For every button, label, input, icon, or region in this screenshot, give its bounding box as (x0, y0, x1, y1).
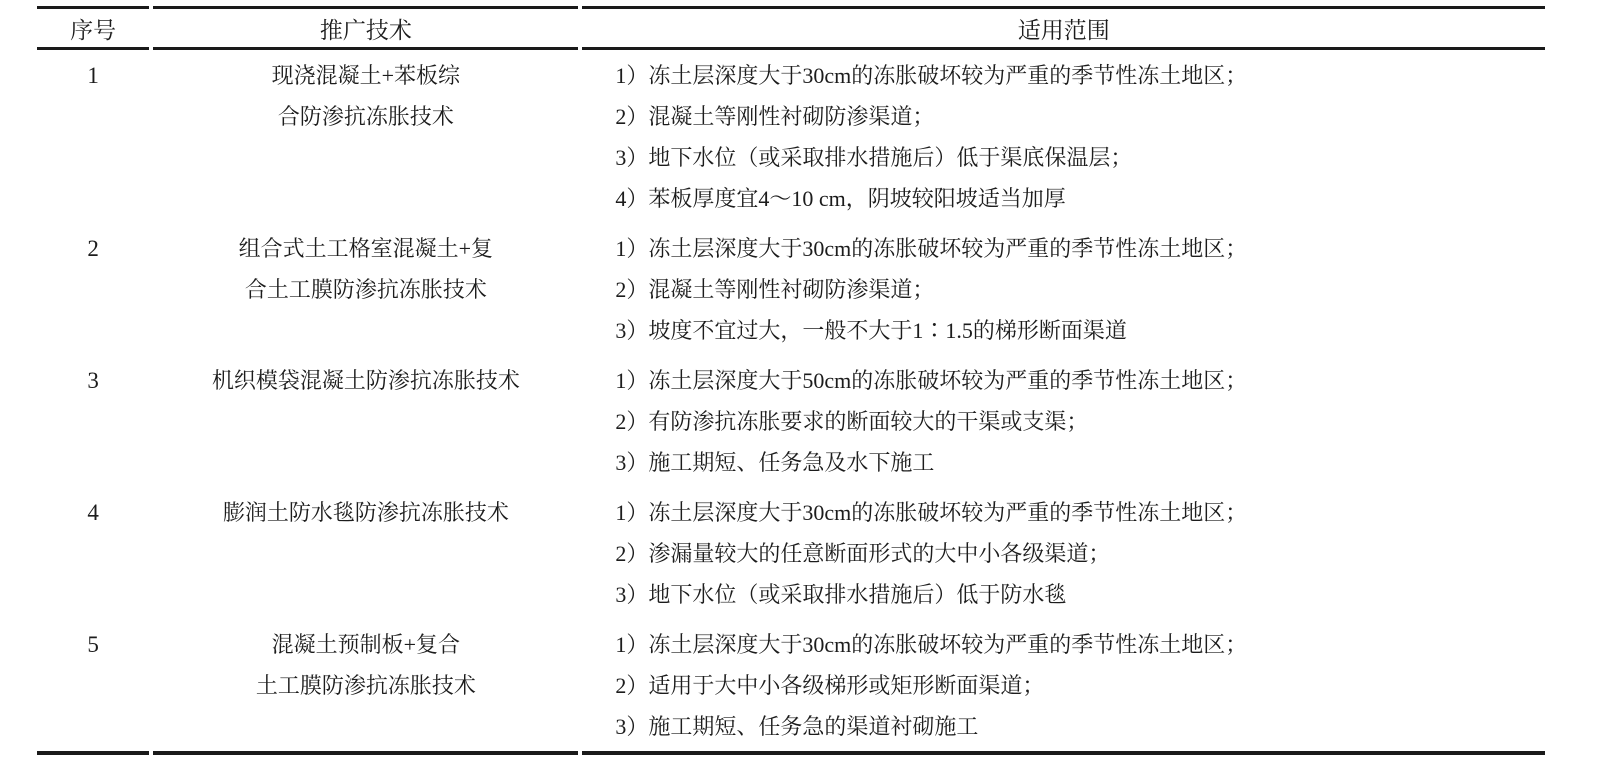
scope-item: 2）渗漏量较大的任意断面形式的大中小各级渠道； (615, 541, 1111, 566)
scope-item: 1）冻土层深度大于30cm的冻胀破坏较为严重的季节性冻土地区； (615, 500, 1248, 525)
scope-cell (582, 223, 1545, 355)
row-number-cell (37, 355, 149, 487)
row-number: 3 (87, 368, 99, 393)
technology-line: 混凝土预制板+复合 (271, 632, 461, 657)
row-number: 1 (87, 63, 99, 88)
scope-item: 1）冻土层深度大于30cm的冻胀破坏较为严重的季节性冻土地区； (615, 632, 1248, 657)
technology-line: 机织模袋混凝土防渗抗冻胀技术 (211, 368, 520, 393)
scope-item: 1）冻土层深度大于50cm的冻胀破坏较为严重的季节性冻土地区； (615, 368, 1248, 393)
row-number-cell (37, 223, 149, 355)
row-number: 5 (87, 632, 99, 657)
row-number: 4 (87, 500, 99, 525)
technology-cell (153, 355, 578, 487)
scope-cell (582, 50, 1545, 223)
technology-line: 现浇混凝土+苯板综 (271, 63, 461, 88)
table-header (37, 6, 1545, 50)
technology-line: 合土工膜防渗抗冻胀技术 (244, 277, 487, 302)
table-body (37, 50, 1545, 755)
technology-cell (153, 619, 578, 755)
technology-line: 合防渗抗冻胀技术 (277, 104, 454, 129)
table-row (37, 487, 1545, 619)
technology-line: 组合式土工格室混凝土+复 (238, 236, 494, 261)
scope-cell (582, 619, 1545, 755)
table-row (37, 223, 1545, 355)
table-row (37, 355, 1545, 487)
scope-item: 3）地下水位（或采取排水措施后）低于防水毯 (615, 582, 1067, 607)
row-number: 2 (87, 236, 99, 261)
column-header-scope: 适用范围 (582, 6, 1545, 50)
technology-cell (153, 223, 578, 355)
row-number-cell (37, 619, 149, 755)
scope-item: 1）冻土层深度大于30cm的冻胀破坏较为严重的季节性冻土地区； (615, 63, 1248, 88)
column-header-index: 序号 (37, 6, 149, 50)
row-number-cell (37, 487, 149, 619)
scope-item: 2）适用于大中小各级梯形或矩形断面渠道； (615, 673, 1045, 698)
scope-item: 3）施工期短、任务急的渠道衬砌施工 (615, 714, 979, 739)
table-row (37, 619, 1545, 755)
scope-item: 2）有防渗抗冻胀要求的断面较大的干渠或支渠； (615, 409, 1089, 434)
column-header-technology: 推广技术 (153, 6, 578, 50)
header-row (37, 6, 1545, 50)
row-number-cell (37, 50, 149, 223)
scope-item: 1）冻土层深度大于30cm的冻胀破坏较为严重的季节性冻土地区； (615, 236, 1248, 261)
technology-table (33, 6, 1549, 755)
technology-cell (153, 50, 578, 223)
technology-line: 土工膜防渗抗冻胀技术 (255, 673, 476, 698)
table-row (37, 50, 1545, 223)
scope-cell (582, 487, 1545, 619)
scope-item: 3）施工期短、任务急及水下施工 (615, 450, 935, 475)
scope-cell (582, 355, 1545, 487)
technology-line: 膨润土防水毯防渗抗冻胀技术 (222, 500, 509, 525)
document-page (33, 6, 1549, 755)
scope-item: 3）地下水位（或采取排水措施后）低于渠底保温层； (615, 145, 1133, 170)
scope-item: 2）混凝土等刚性衬砌防渗渠道； (615, 104, 935, 129)
scope-item: 4）苯板厚度宜4～10 cm，阴坡较阳坡适当加厚 (615, 186, 1066, 211)
technology-cell (153, 487, 578, 619)
scope-item: 2）混凝土等刚性衬砌防渗渠道； (615, 277, 935, 302)
scope-item: 3）坡度不宜过大，一般不大于1∶1.5的梯形断面渠道 (615, 318, 1127, 343)
